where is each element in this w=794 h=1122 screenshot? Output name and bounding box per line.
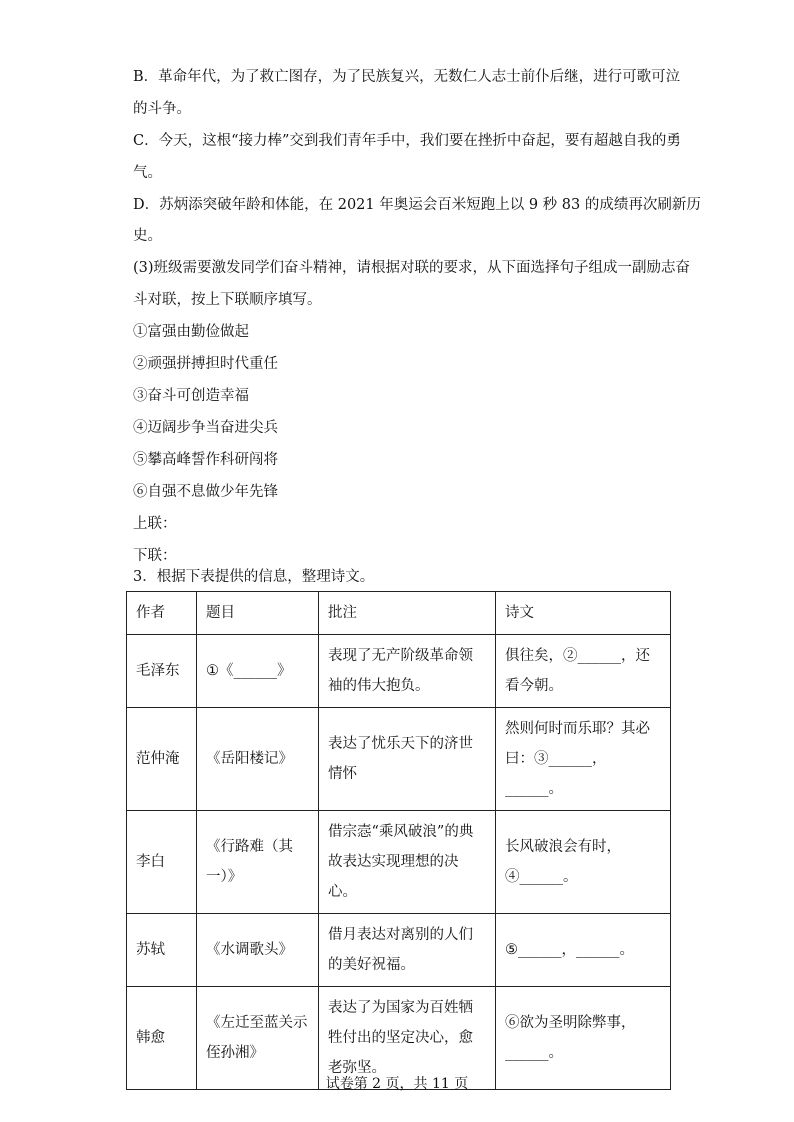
- cell-poem: 然则何时而乐耶？其必曰：③______，______。: [496, 708, 671, 811]
- option-b-line1: B．革命年代，为了救亡图存，为了民族复兴，无数仁人志士前仆后继，进行可歌可泣: [133, 69, 681, 85]
- q3-sub-line2: 斗对联，按上下联顺序填写。: [133, 292, 322, 308]
- table-row: [127, 914, 671, 987]
- cell-note: 借月表达对离别的人们的美好祝福。: [319, 914, 496, 987]
- cell-note: 表达了忧乐天下的济世情怀: [319, 708, 496, 811]
- lower-couplet-label: 下联：: [133, 548, 177, 564]
- header-title: 题目: [197, 592, 319, 635]
- question-3-title: 3．根据下表提供的信息，整理诗文。: [133, 569, 375, 585]
- choice-4: ④迈阔步争当奋进尖兵: [133, 420, 278, 436]
- option-d-line2: 史。: [133, 228, 162, 244]
- cell-title: ①《______》: [197, 635, 319, 708]
- cell-note: 表达了为国家为百姓牺牲付出的坚定决心，愈老弥坚。: [319, 987, 496, 1090]
- table-row: [127, 708, 671, 811]
- choice-3: ③奋斗可创造幸福: [133, 388, 249, 404]
- page-footer: 试卷第 2 页，共 11 页: [325, 1076, 469, 1092]
- cell-poem: 长风破浪会有时，④______。: [496, 811, 671, 914]
- option-c-line1: C．今天，这根“接力棒”交到我们青年手中，我们要在挫折中奋起，要有超越自我的勇: [133, 133, 681, 149]
- table-row: [127, 811, 671, 914]
- choice-6: ⑥自强不息做少年先锋: [133, 484, 278, 500]
- option-c-line2: 气。: [133, 165, 162, 181]
- choice-1: ①富强由勤俭做起: [133, 324, 249, 340]
- header-author: 作者: [127, 592, 197, 635]
- cell-author: 范仲淹: [127, 708, 197, 811]
- q3-sub-line1: (3)班级需要激发同学们奋斗精神，请根据对联的要求，从下面选择句子组成一副励志奋: [133, 260, 691, 276]
- cell-author: 毛泽东: [127, 635, 197, 708]
- cell-poem: ⑤______，______。: [496, 914, 671, 987]
- cell-title: 《左迁至蓝关示侄孙湘》: [197, 987, 319, 1090]
- cell-author: 苏轼: [127, 914, 197, 987]
- header-poem: 诗文: [496, 592, 671, 635]
- cell-poem: 俱往矣，②______，还看今朝。: [496, 635, 671, 708]
- choice-5: ⑤攀高峰誓作科研闯将: [133, 452, 278, 468]
- option-d-line1: D．苏炳添突破年龄和体能，在 2021 年奥运会百米短跑上以 9 秒 83 的成绩再次刷新历: [133, 197, 701, 213]
- option-b-line2: 的斗争。: [133, 101, 191, 117]
- poem-table: [126, 591, 671, 1090]
- cell-title: 《水调歌头》: [197, 914, 319, 987]
- cell-note: 借宗悫“乘风破浪”的典故表达实现理想的决心。: [319, 811, 496, 914]
- cell-title: 《岳阳楼记》: [197, 708, 319, 811]
- upper-couplet-label: 上联：: [133, 516, 177, 532]
- cell-author: 李白: [127, 811, 197, 914]
- header-note: 批注: [319, 592, 496, 635]
- cell-author: 韩愈: [127, 987, 197, 1090]
- cell-title: 《行路难（其一）》: [197, 811, 319, 914]
- table-header-row: [127, 592, 671, 635]
- cell-poem: ⑥欲为圣明除弊事，______。: [496, 987, 671, 1090]
- choice-2: ②顽强拼搏担时代重任: [133, 356, 278, 372]
- cell-note: 表现了无产阶级革命领袖的伟大抱负。: [319, 635, 496, 708]
- table-row: [127, 635, 671, 708]
